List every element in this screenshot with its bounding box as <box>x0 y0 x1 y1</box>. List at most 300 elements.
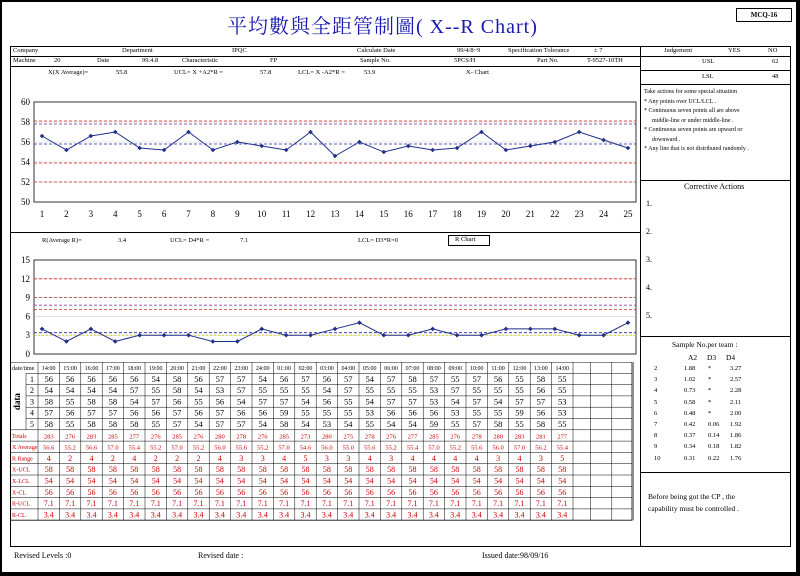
sample-table-cell: 9 <box>654 443 658 451</box>
part-no-label: Part No. <box>537 57 559 64</box>
usl-label: USL <box>702 58 715 65</box>
stat-cell: 56 <box>151 487 160 497</box>
date-value: 99.4.8 <box>142 57 159 64</box>
sample-table-cell: 0.58 <box>684 398 696 406</box>
stat-cell: 3.4 <box>535 510 546 520</box>
stat-cell: 3 <box>239 453 244 463</box>
stat-cell: 54 <box>280 476 289 486</box>
stat-cell: 7.1 <box>386 499 397 509</box>
stat-cell: 56 <box>322 487 331 497</box>
stat-cell: 4 <box>282 453 287 463</box>
stat-cell: 56 <box>108 487 117 497</box>
stat-cell: 3.4 <box>214 510 225 520</box>
stat-cell: 275 <box>343 433 354 441</box>
stat-cell: 280 <box>322 433 332 441</box>
stat-cell: 54 <box>536 476 545 486</box>
row-label: Totals <box>12 433 27 440</box>
stat-cell: 3.4 <box>321 510 332 520</box>
x-tick-label: 1 <box>39 209 45 219</box>
data-cell: 55 <box>558 419 567 429</box>
data-cell: 55 <box>493 385 503 396</box>
time-header: 01:00 <box>277 366 291 372</box>
lsl-label: LSL <box>702 73 714 80</box>
time-header: 03:00 <box>320 366 334 372</box>
stat-cell: 3.4 <box>471 510 482 520</box>
x-tick-label: 15 <box>379 209 389 219</box>
stat-cell: 58 <box>515 465 524 475</box>
data-point <box>528 327 533 332</box>
data-cell: 56 <box>194 407 203 418</box>
stat-cell: 7.1 <box>236 499 247 509</box>
data-point <box>137 333 142 338</box>
cp-note-line1: Before being got the CP , the <box>648 492 735 501</box>
notes-intro: Take actions for some special situation <box>644 89 738 95</box>
data-table <box>10 362 640 546</box>
stat-cell: 56 <box>365 487 374 497</box>
stat-cell: 4 <box>46 453 51 463</box>
y-tick-label: 58 <box>21 117 30 127</box>
data-point <box>626 320 631 325</box>
date-label: Date <box>97 57 110 64</box>
divider <box>790 46 791 546</box>
time-header: 11:00 <box>491 366 505 372</box>
x-tick-label: 22 <box>550 209 560 219</box>
stat-cell: 3 <box>324 453 329 463</box>
data-cell: 57 <box>536 396 546 407</box>
r-ucl-formula: UCL= D4*R = <box>170 237 210 244</box>
data-cell: 58 <box>87 396 96 407</box>
row-label: R-UCL <box>12 501 30 508</box>
sample-table-cell: * <box>708 376 712 384</box>
stat-cell: 55.0 <box>342 444 354 452</box>
note-item: downward . <box>652 136 681 143</box>
page-title: 平均數與全距管制圖( X--R Chart) <box>227 16 538 38</box>
data-cell: 55 <box>258 385 267 396</box>
data-cell: 56 <box>536 407 546 418</box>
stat-cell: 276 <box>65 433 75 441</box>
stat-cell: 283 <box>514 433 525 441</box>
data-cell: 57 <box>515 396 524 407</box>
data-cell: 53 <box>451 407 460 418</box>
stat-cell: 58 <box>66 465 75 475</box>
time-header: 05:00 <box>362 366 377 372</box>
data-cell: 56 <box>194 373 203 384</box>
data-cell: 54 <box>365 373 374 384</box>
stat-cell: 57.0 <box>107 444 119 452</box>
stat-cell: 54 <box>87 476 96 486</box>
stat-cell: 58 <box>44 465 53 475</box>
stat-cell: 54 <box>301 476 310 486</box>
stat-cell: 7.1 <box>514 499 525 509</box>
stat-cell: 4 <box>217 453 222 463</box>
sample-table-cell: 2.11 <box>730 398 742 406</box>
datetime-label: date/time <box>12 366 35 372</box>
data-cell: 54 <box>151 373 160 384</box>
stat-cell: 56 <box>494 487 503 497</box>
stat-cell: 7.1 <box>364 499 375 509</box>
sample-table-cell: * <box>708 387 712 395</box>
stat-cell: 3.4 <box>279 510 290 520</box>
revised-levels: Revised Levels :0 <box>14 551 72 560</box>
data-cell: 57 <box>237 373 246 384</box>
stat-cell: 2 <box>68 453 73 463</box>
sample-no-value: 5PCS/H <box>454 57 476 64</box>
stat-cell: 58 <box>408 465 417 475</box>
data-point <box>455 333 460 338</box>
time-header: 07:00 <box>405 366 420 372</box>
stat-cell: 7.1 <box>86 499 97 509</box>
stat-cell: 3.4 <box>300 510 311 520</box>
stat-cell: 56 <box>515 487 524 497</box>
stat-cell: 54 <box>408 476 417 486</box>
stat-cell: 5 <box>303 453 308 463</box>
x-tick-label: 10 <box>257 209 267 219</box>
issued-date: Issued date:98/09/16 <box>482 551 549 560</box>
stat-cell: 7.1 <box>557 499 568 509</box>
sample-table-cell: 3 <box>654 376 658 384</box>
data-cell: 57 <box>472 419 481 429</box>
stat-cell: 3 <box>260 453 265 463</box>
stat-cell: 55.6 <box>364 444 376 452</box>
time-header: 24:00 <box>255 366 270 372</box>
sample-table-cell: 0.34 <box>684 443 696 451</box>
x-tick-label: 25 <box>623 209 633 219</box>
x-tick-label: 19 <box>477 209 486 219</box>
stat-cell: 58 <box>87 465 96 475</box>
stat-cell: 58 <box>365 465 374 475</box>
stat-cell: 55.6 <box>235 444 247 452</box>
divider <box>640 46 641 546</box>
sample-table-cell: 4 <box>654 387 658 395</box>
data-cell: 56 <box>386 407 396 418</box>
data-cell: 55 <box>194 396 203 407</box>
stat-cell: 3.4 <box>557 510 568 520</box>
data-cell: 55 <box>386 385 396 396</box>
data-cell: 56 <box>408 407 417 418</box>
data-cell: 58 <box>279 419 289 429</box>
stat-cell: 5 <box>560 453 565 463</box>
data-point <box>89 327 94 332</box>
x-chart-label: X- Chart <box>466 69 489 76</box>
data-cell: 58 <box>44 419 53 429</box>
stat-cell: 276 <box>193 433 204 441</box>
x-ucl-value: 57.8 <box>260 69 272 76</box>
x-tick-label: 4 <box>113 209 118 219</box>
stat-cell: 7.1 <box>493 499 504 509</box>
r-chart-label: R Chart <box>448 235 490 246</box>
data-cell: 57 <box>151 396 160 407</box>
corrective-item: 5. <box>646 311 652 320</box>
sample-table-cell: 0.31 <box>684 454 696 462</box>
sample-table-cell: 10 <box>654 454 661 462</box>
stat-cell: 58 <box>215 465 224 475</box>
stat-cell: 54.6 <box>299 444 312 452</box>
sample-number: 4 <box>30 408 34 418</box>
stat-cell: 56 <box>558 487 567 497</box>
data-cell: 57 <box>215 419 225 429</box>
stat-cell: 3 <box>538 453 543 463</box>
department-value: IPQC <box>232 47 247 54</box>
sample-number: 1 <box>30 374 34 384</box>
corrective-item: 4. <box>646 283 652 292</box>
note-item: * Continuous seven points all are above <box>644 108 740 114</box>
stat-cell: 7.1 <box>321 499 332 509</box>
stat-cell: 54 <box>66 476 75 486</box>
stat-cell: 54 <box>322 476 331 486</box>
part-no-value: T-9527-10TH <box>587 57 623 64</box>
form-code: MCQ-16 <box>736 8 792 22</box>
data-cell: 59 <box>429 419 439 429</box>
stat-cell: 280 <box>493 433 503 441</box>
stat-cell: 7.1 <box>193 499 204 509</box>
stat-cell: 283 <box>86 433 97 441</box>
stat-cell: 56.0 <box>321 444 333 452</box>
data-cell: 57 <box>172 419 182 429</box>
x-tick-label: 6 <box>161 209 167 219</box>
data-cell: 56 <box>44 373 53 384</box>
stat-cell: 4 <box>431 453 436 463</box>
stat-cell: 55.2 <box>257 444 269 452</box>
data-point <box>40 327 45 332</box>
stat-cell: 276 <box>450 433 461 441</box>
note-item: * Any line that is not distributed randomly . <box>644 146 749 152</box>
stat-cell: 3.4 <box>364 510 375 520</box>
data-cell: 53 <box>429 385 439 396</box>
row-label: X-CL <box>12 490 26 497</box>
stat-cell: 55.6 <box>471 444 483 452</box>
data-cell: 56 <box>322 396 332 407</box>
stat-cell: 55.4 <box>406 444 419 452</box>
x-tick-label: 24 <box>599 209 609 219</box>
data-cell: 54 <box>322 385 332 396</box>
data-cell: 57 <box>44 407 53 418</box>
stat-cell: 56.0 <box>492 444 504 452</box>
data-cell: 56 <box>151 407 160 418</box>
sample-table-cell: 6 <box>654 409 658 417</box>
data-cell: 53 <box>429 396 439 407</box>
sample-table-cell: 2.00 <box>730 409 742 417</box>
time-header: 08:00 <box>427 366 441 372</box>
data-cell: 55 <box>301 407 310 418</box>
lsl-value: 48 <box>772 73 779 80</box>
data-cell: 54 <box>386 419 396 429</box>
x-tick-label: 20 <box>501 209 511 219</box>
stat-cell: 56 <box>451 487 460 497</box>
stat-cell: 277 <box>407 433 418 441</box>
time-header: 16:00 <box>84 366 99 372</box>
stat-cell: 3.4 <box>150 510 161 520</box>
data-cell: 54 <box>301 396 310 407</box>
r-ucl-value: 7.1 <box>240 237 249 244</box>
time-header: 22:00 <box>213 366 227 372</box>
stat-cell: 56 <box>280 487 289 497</box>
stat-cell: 54 <box>365 476 374 486</box>
stat-cell: 7.1 <box>43 499 54 509</box>
stat-cell: 278 <box>471 433 482 441</box>
divider <box>10 56 790 57</box>
x-tick-label: 18 <box>452 209 462 219</box>
sample-no-label: Sample No. <box>360 57 391 64</box>
stat-cell: 4 <box>132 453 137 463</box>
data-point <box>430 327 435 332</box>
y-tick-label: 54 <box>21 157 30 167</box>
spec-tolerance-value: ± 7 <box>594 47 603 54</box>
data-cell: 55 <box>365 419 374 429</box>
stat-cell: 58 <box>451 465 460 475</box>
data-cell: 55 <box>344 407 353 418</box>
stat-cell: 285 <box>108 433 118 441</box>
data-cell: 55 <box>451 373 460 384</box>
stat-cell: 58 <box>429 465 438 475</box>
data-cell: 55 <box>515 385 524 396</box>
stat-cell: 54 <box>151 476 160 486</box>
data-cell: 55 <box>558 373 567 384</box>
data-cell: 56 <box>87 373 96 384</box>
data-point <box>479 333 484 338</box>
range-chart <box>10 248 640 360</box>
stat-cell: 276 <box>257 433 268 441</box>
data-point <box>552 327 557 332</box>
data-point <box>211 339 216 344</box>
data-cell: 57 <box>108 407 118 418</box>
data-cell: 58 <box>536 373 546 384</box>
x-tick-label: 9 <box>235 209 240 219</box>
stat-cell: 58 <box>108 465 117 475</box>
stat-cell: 56 <box>66 487 75 497</box>
time-header: 10:00 <box>469 366 484 372</box>
stat-cell: 280 <box>215 433 225 441</box>
time-header: 17:00 <box>106 366 120 372</box>
stat-cell: 54 <box>515 476 524 486</box>
data-point <box>382 150 387 155</box>
data-cell: 58 <box>108 396 118 407</box>
stat-cell: 54 <box>130 476 139 486</box>
data-point <box>430 148 435 153</box>
y-tick-label: 12 <box>21 273 30 284</box>
data-cell: 56 <box>237 407 246 418</box>
sample-table-cell: 2.57 <box>730 376 742 384</box>
sample-table-cell: 1.88 <box>684 365 696 372</box>
stat-cell: 3.4 <box>193 510 204 520</box>
x-tick-label: 13 <box>330 209 340 219</box>
data-point <box>382 333 387 338</box>
data-cell: 53 <box>558 396 567 407</box>
stat-cell: 3.4 <box>129 510 140 520</box>
machine-value: 20 <box>54 57 61 64</box>
rbar-label: R(Average R)= <box>42 237 82 244</box>
row-label: X-UCL <box>12 467 31 474</box>
stat-cell: 3.4 <box>493 510 504 520</box>
stat-cell: 3 <box>389 453 394 463</box>
data-cell: 58 <box>130 419 139 429</box>
corrective-item: 2. <box>646 227 652 236</box>
data-point <box>235 339 240 344</box>
stat-cell: 56.6 <box>43 444 55 452</box>
characteristic-label: Characteristic <box>182 57 219 64</box>
stat-cell: 55.2 <box>64 444 76 452</box>
data-cell: 57 <box>258 396 267 407</box>
data-point <box>601 138 606 143</box>
time-header: 09:00 <box>448 366 463 372</box>
stat-cell: 56 <box>344 487 353 497</box>
stat-cell: 278 <box>236 433 247 441</box>
data-cell: 55 <box>515 419 524 429</box>
data-cell: 55 <box>322 407 332 418</box>
xbar-average-label: X(X Average)= <box>48 69 89 76</box>
stat-cell: 56 <box>408 487 417 497</box>
stat-cell: 7.1 <box>428 499 439 509</box>
stat-cell: 3.4 <box>428 510 439 520</box>
stat-cell: 7.1 <box>129 499 140 509</box>
judgement-yes: YES <box>728 47 741 54</box>
y-tick-label: 52 <box>21 177 30 187</box>
stat-cell: 56 <box>301 487 310 497</box>
stat-cell: 56 <box>472 487 481 497</box>
stat-cell: 56 <box>429 487 438 497</box>
sample-table-cell: 5 <box>654 398 658 406</box>
sample-table-cell: 0.37 <box>684 432 696 440</box>
stat-cell: 58 <box>130 465 139 475</box>
stat-cell: 58 <box>258 465 267 475</box>
stat-cell: 58 <box>194 465 203 475</box>
stat-cell: 58 <box>536 465 545 475</box>
stat-cell: 54 <box>429 476 438 486</box>
stat-cell: 57.0 <box>171 444 183 452</box>
time-header: 18:00 <box>127 366 142 372</box>
data-point <box>504 327 509 332</box>
stat-cell: 55.2 <box>150 444 162 452</box>
stat-cell: 2 <box>153 453 158 463</box>
stat-cell: 3.4 <box>450 510 461 520</box>
data-cell: 54 <box>130 396 139 407</box>
data-cell: 54 <box>258 419 267 429</box>
stat-cell: 56 <box>215 487 224 497</box>
stat-cell: 58 <box>472 465 481 475</box>
data-cell: 56 <box>322 373 332 384</box>
data-cell: 56 <box>258 407 267 418</box>
data-cell: 54 <box>65 385 75 396</box>
sample-table-cell: 1.86 <box>730 432 742 440</box>
data-cell: 54 <box>258 373 267 384</box>
stat-cell: 58 <box>558 465 567 475</box>
data-cell: 56 <box>172 396 182 407</box>
data-cell: 57 <box>429 373 439 384</box>
stat-cell: 281 <box>536 433 546 441</box>
data-cell: 55 <box>151 419 160 429</box>
data-cell: 57 <box>279 396 289 407</box>
stat-cell: 58 <box>173 465 182 475</box>
stat-cell: 3.4 <box>43 510 54 520</box>
stat-cell: 58 <box>301 465 310 475</box>
data-cell: 53 <box>322 419 332 429</box>
stat-cell: 54 <box>451 476 460 486</box>
y-tick-label: 50 <box>21 197 30 207</box>
data-cell: 56 <box>130 373 139 384</box>
stat-cell: 56 <box>44 487 53 497</box>
stat-cell: 54 <box>472 476 481 486</box>
stat-cell: 3.4 <box>343 510 354 520</box>
x-lcl-formula: LCL= X -A2*R = <box>298 69 345 76</box>
x-tick-label: 3 <box>88 209 94 219</box>
note-item: middle-line or under middle-line . <box>652 117 734 124</box>
sample-table-cell: 7 <box>654 421 658 428</box>
data-point <box>577 130 582 135</box>
stat-cell: 3.4 <box>86 510 97 520</box>
usl-value: 62 <box>772 58 779 65</box>
data-cell: 54 <box>44 385 53 396</box>
time-header: 04:00 <box>341 366 356 372</box>
control-chart-sheet <box>2 2 796 572</box>
